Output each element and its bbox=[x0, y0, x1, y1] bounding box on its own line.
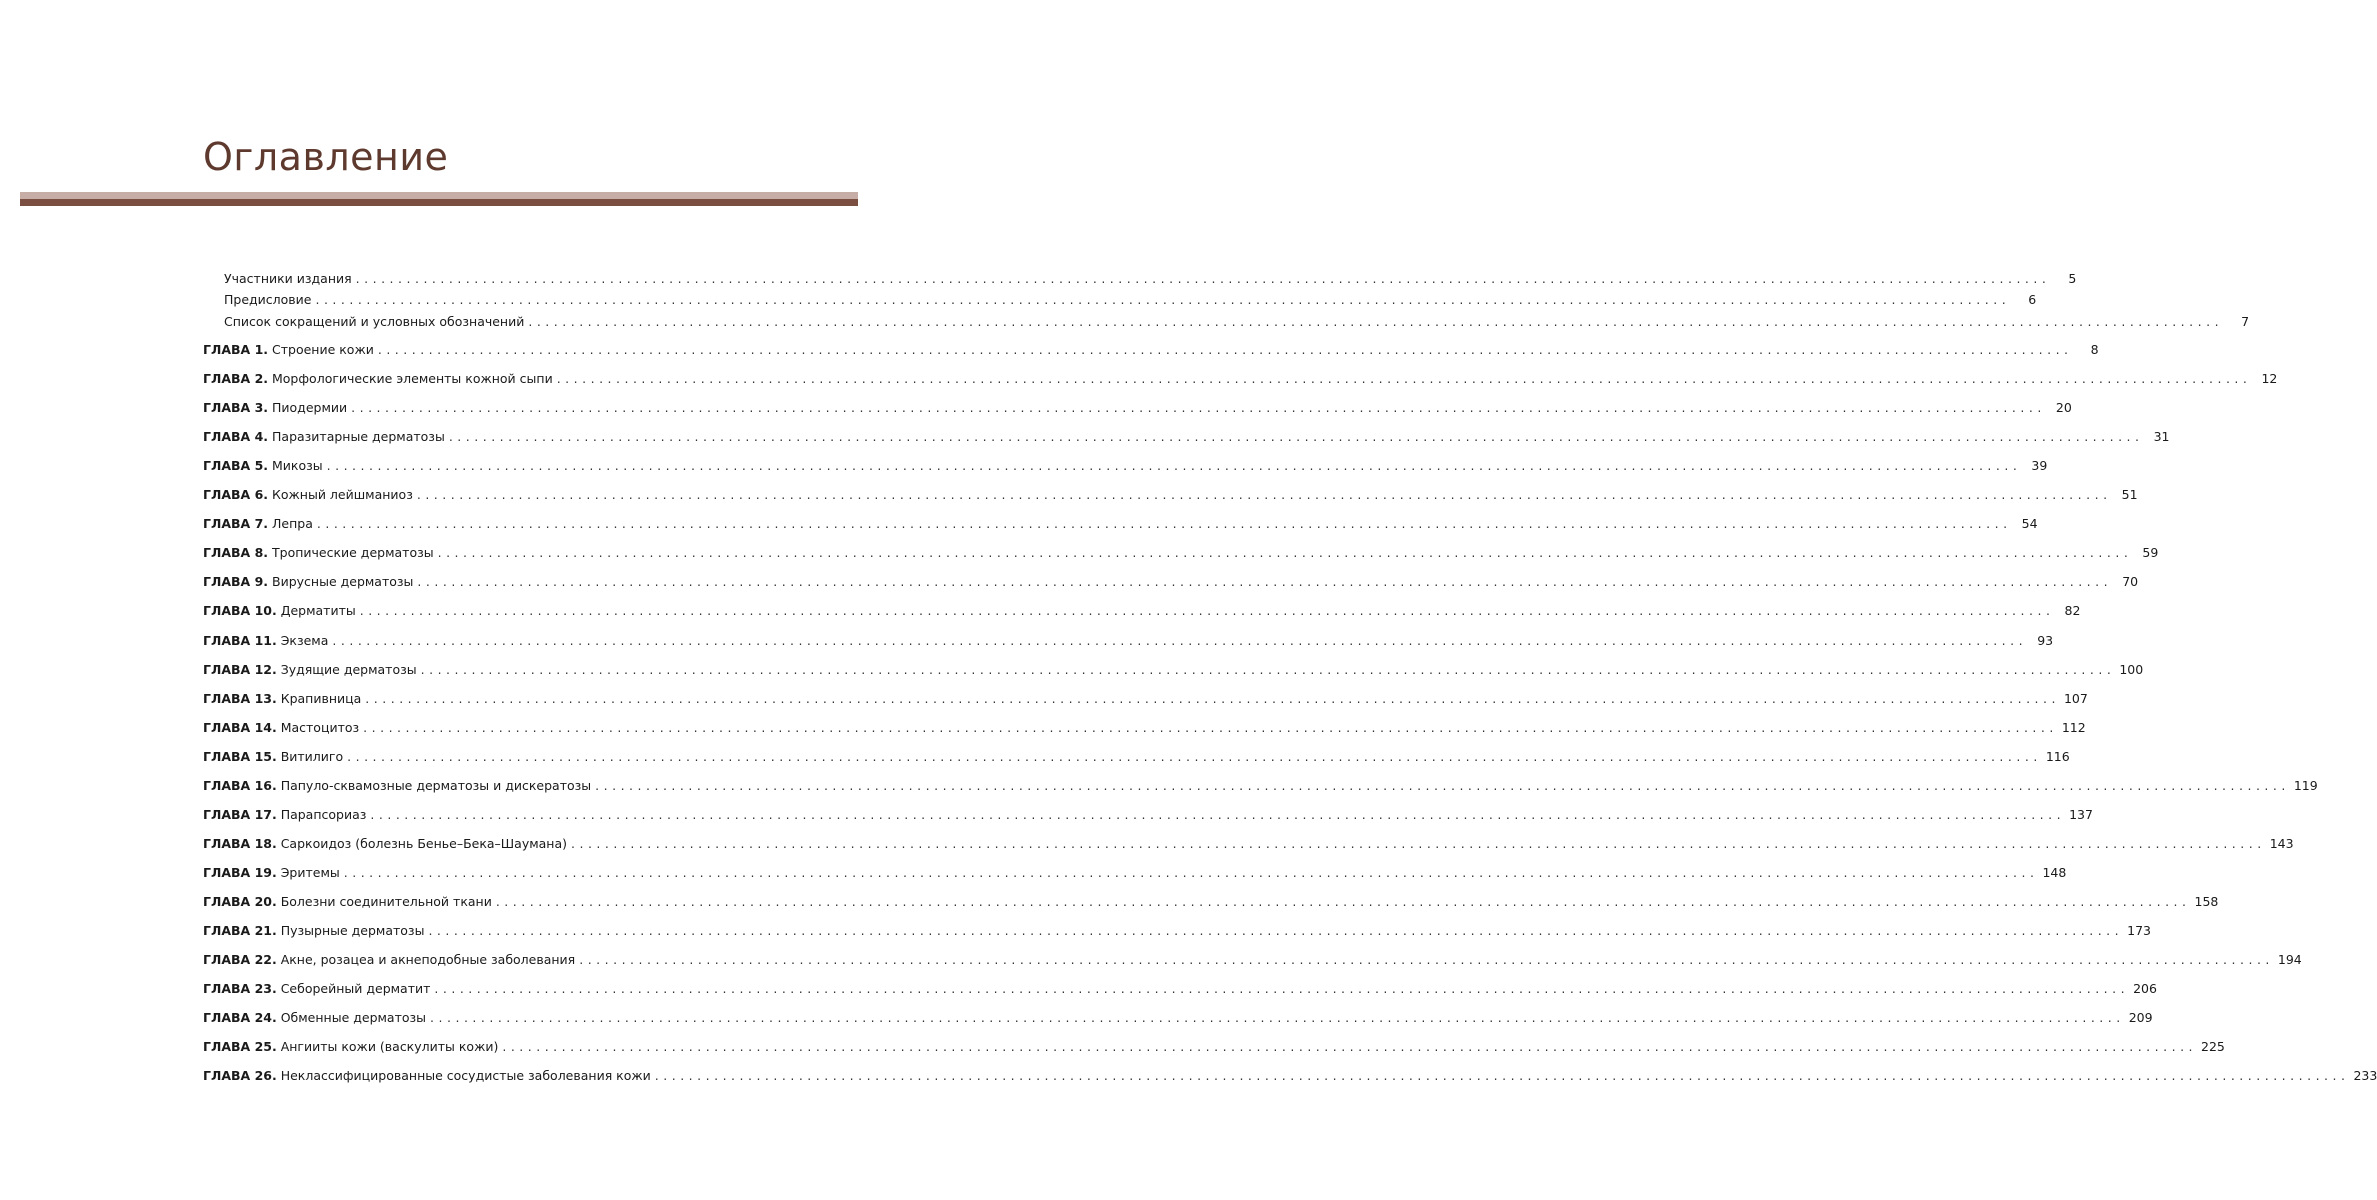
toc-entry-label bbox=[203, 923, 424, 939]
toc-entry-label bbox=[203, 371, 553, 387]
page-number: 12 bbox=[2261, 371, 2278, 387]
toc-entry-label bbox=[203, 1068, 651, 1084]
entry-title: Парапсориаз bbox=[276, 806, 367, 822]
header-rule-dark bbox=[20, 199, 858, 206]
toc-chapter-item[interactable] bbox=[203, 864, 2067, 881]
page-number: 100 bbox=[2119, 661, 2144, 677]
toc-entry-label bbox=[203, 633, 328, 649]
toc-entry-label bbox=[203, 894, 492, 910]
page-number: 39 bbox=[2031, 458, 2048, 474]
page-number: 233 bbox=[2353, 1068, 2377, 1084]
toc-entry-label bbox=[203, 749, 343, 765]
toc-chapter-item[interactable] bbox=[203, 690, 2088, 707]
entry-title: Морфологические элементы кожной сыпи bbox=[268, 371, 553, 387]
dot-leader: ........................................................................................................................................................................................................ bbox=[448, 429, 2144, 445]
chapter-number: ГЛАВА 17. bbox=[203, 806, 277, 822]
toc-front-item[interactable] bbox=[224, 314, 2250, 330]
chapter-number: ГЛАВА 5. bbox=[203, 458, 269, 474]
chapter-number: ГЛАВА 10. bbox=[203, 603, 277, 619]
dot-leader: ........................................................................................................................................................................................................ bbox=[579, 952, 2274, 968]
page-number: 148 bbox=[2042, 864, 2067, 880]
dot-leader: ........................................................................................................................................................................................................ bbox=[365, 690, 2060, 706]
chapter-number: ГЛАВА 25. bbox=[203, 1039, 277, 1055]
toc-entry-label bbox=[203, 865, 340, 881]
chapter-number: ГЛАВА 7. bbox=[203, 516, 269, 532]
page-number: 6 bbox=[2028, 292, 2037, 307]
chapter-number: ГЛАВА 4. bbox=[203, 429, 269, 445]
entry-title: Витилиго bbox=[276, 748, 344, 764]
dot-leader: ........................................................................................................................................................................................................ bbox=[437, 545, 2133, 561]
entry-title: Себорейный дерматит bbox=[276, 981, 431, 997]
page-number: 51 bbox=[2121, 487, 2138, 503]
page-number: 20 bbox=[2055, 400, 2072, 416]
chapter-number: ГЛАВА 26. bbox=[203, 1068, 277, 1084]
page-number: 137 bbox=[2069, 806, 2093, 822]
toc-chapter-item[interactable] bbox=[203, 923, 2151, 939]
chapter-number: ГЛАВА 11. bbox=[203, 632, 277, 648]
dot-leader: ........................................................................................................................................................................................................ bbox=[377, 342, 2073, 357]
chapter-number: ГЛАВА 16. bbox=[203, 777, 277, 793]
chapter-number: ГЛАВА 2. bbox=[203, 371, 269, 387]
entry-title: Обменные дерматозы bbox=[276, 1010, 427, 1026]
page-number: 59 bbox=[2142, 545, 2159, 561]
page-number: 70 bbox=[2122, 574, 2139, 590]
dot-leader: ........................................................................................................................................................................................................ bbox=[370, 806, 2066, 822]
entry-title: Пузырные дерматозы bbox=[276, 923, 425, 938]
page-number: 7 bbox=[2241, 314, 2250, 329]
toc-entry-label bbox=[224, 292, 311, 308]
toc-front-item[interactable] bbox=[224, 271, 2077, 287]
toc-entry-label bbox=[203, 458, 323, 474]
dot-leader: ........................................................................................................................................................................................................ bbox=[417, 574, 2113, 590]
entry-title: Вирусные дерматозы bbox=[268, 574, 414, 590]
page-title: Оглавление bbox=[203, 135, 449, 179]
dot-leader: ........................................................................................................................................................................................................ bbox=[430, 1010, 2125, 1026]
toc-chapter-item[interactable] bbox=[203, 1068, 2377, 1084]
toc-chapter-item[interactable] bbox=[203, 371, 2278, 387]
chapter-number: ГЛАВА 12. bbox=[203, 661, 277, 677]
page-number: 206 bbox=[2133, 981, 2157, 997]
entry-title: Предисловие bbox=[224, 292, 312, 307]
toc-entry-label bbox=[224, 314, 524, 330]
toc-entry-label bbox=[203, 691, 361, 707]
toc-chapter-item[interactable] bbox=[203, 487, 2138, 503]
chapter-number: ГЛАВА 15. bbox=[203, 748, 277, 764]
toc-chapter-item[interactable] bbox=[203, 981, 2157, 997]
entry-title: Ангииты кожи (васкулиты кожи) bbox=[276, 1039, 499, 1055]
page-number: 143 bbox=[2269, 835, 2294, 851]
page-number: 82 bbox=[2064, 603, 2081, 619]
toc-entry-label bbox=[224, 271, 352, 287]
toc-entry-label bbox=[203, 487, 413, 503]
chapter-number: ГЛАВА 13. bbox=[203, 690, 277, 706]
entry-title: Эритемы bbox=[276, 864, 340, 880]
chapter-number: ГЛАВА 14. bbox=[203, 719, 277, 735]
entry-title: Список сокращений и условных обозначений bbox=[224, 314, 525, 329]
page-number: 119 bbox=[2293, 777, 2318, 793]
entry-title: Микозы bbox=[268, 458, 323, 474]
chapter-number: ГЛАВА 8. bbox=[203, 545, 269, 561]
dot-leader: ........................................................................................................................................................................................................ bbox=[595, 777, 2290, 793]
toc-entry-label bbox=[203, 603, 356, 619]
entry-title: Болезни соединительной ткани bbox=[276, 893, 492, 909]
page-number: 5 bbox=[2068, 271, 2077, 286]
entry-title: Неклассифицированные сосудистые заболевания кожи bbox=[276, 1068, 651, 1084]
toc-entry-label bbox=[203, 720, 359, 736]
toc-chapter-item[interactable] bbox=[203, 516, 2038, 532]
entry-title: Акне, розацеа и акнеподобные заболевания bbox=[276, 952, 576, 968]
entry-title: Пиодермии bbox=[268, 400, 348, 416]
toc-chapter-item[interactable] bbox=[203, 603, 2081, 619]
toc-entry-label bbox=[203, 836, 567, 852]
toc-chapter-item[interactable] bbox=[203, 632, 2054, 649]
chapter-number: ГЛАВА 22. bbox=[203, 952, 277, 968]
dot-leader: ........................................................................................................................................................................................................ bbox=[654, 1068, 2350, 1084]
entry-title: Папуло-сквамозные дерматозы и дискератозы bbox=[276, 777, 592, 793]
toc-chapter-item[interactable] bbox=[203, 1010, 2153, 1026]
dot-leader: ........................................................................................................................................................................................................ bbox=[528, 314, 2224, 329]
toc-entry-label bbox=[203, 778, 591, 794]
page-number: 8 bbox=[2090, 342, 2099, 357]
chapter-number: ГЛАВА 18. bbox=[203, 835, 277, 851]
toc-entry-label bbox=[203, 429, 445, 445]
dot-leader: ........................................................................................................................................................................................................ bbox=[332, 632, 2028, 648]
entry-title: Лепра bbox=[268, 516, 313, 532]
toc-chapter-item[interactable] bbox=[203, 806, 2093, 823]
page-number: 158 bbox=[2194, 893, 2219, 909]
entry-title: Строение кожи bbox=[268, 342, 374, 357]
dot-leader: ........................................................................................................................................................................................................ bbox=[571, 835, 2266, 851]
entry-title: Дерматиты bbox=[276, 603, 356, 619]
toc-chapter-item[interactable] bbox=[203, 893, 2219, 910]
chapter-number: ГЛАВА 1. bbox=[203, 342, 269, 357]
dot-leader: ........................................................................................................................................................................................................ bbox=[351, 400, 2046, 416]
toc-chapter-item[interactable] bbox=[203, 400, 2072, 416]
toc-entry-label bbox=[203, 662, 417, 678]
dot-leader: ........................................................................................................................................................................................................ bbox=[347, 748, 2042, 764]
toc-chapter-item[interactable] bbox=[203, 429, 2170, 445]
page-number: 225 bbox=[2201, 1039, 2225, 1055]
entry-title: Экзема bbox=[276, 632, 329, 648]
page-number: 54 bbox=[2021, 516, 2038, 532]
chapter-number: ГЛАВА 9. bbox=[203, 574, 269, 590]
toc-entry-label bbox=[203, 981, 430, 997]
page-number: 173 bbox=[2127, 923, 2151, 938]
dot-leader: ........................................................................................................................................................................................................ bbox=[355, 271, 2051, 286]
dot-leader: ........................................................................................................................................................................................................ bbox=[434, 981, 2130, 997]
toc-chapter-item[interactable] bbox=[203, 661, 2144, 678]
dot-leader: ........................................................................................................................................................................................................ bbox=[316, 516, 2012, 532]
toc-chapter-item[interactable] bbox=[203, 574, 2139, 590]
entry-title: Крапивница bbox=[276, 690, 362, 706]
page-number: 93 bbox=[2037, 632, 2054, 648]
chapter-number: ГЛАВА 21. bbox=[203, 923, 277, 938]
entry-title: Кожный лейшманиоз bbox=[268, 487, 413, 503]
entry-title: Мастоцитоз bbox=[276, 719, 360, 735]
dot-leader: ........................................................................................................................................................................................................ bbox=[502, 1039, 2198, 1055]
entry-title: Участники издания bbox=[224, 271, 352, 286]
chapter-number: ГЛАВА 19. bbox=[203, 864, 277, 880]
toc-chapter-item[interactable] bbox=[203, 1039, 2225, 1055]
dot-leader: ........................................................................................................................................................................................................ bbox=[428, 923, 2124, 938]
entry-title: Саркоидоз (болезнь Бенье–Бека–Шаумана) bbox=[276, 835, 568, 851]
toc-entry-label bbox=[203, 342, 374, 358]
toc-chapter-item[interactable] bbox=[203, 458, 2048, 474]
page-number: 116 bbox=[2045, 748, 2070, 764]
page-number: 31 bbox=[2153, 429, 2170, 445]
dot-leader: ........................................................................................................................................................................................................ bbox=[326, 458, 2022, 474]
toc-entry-label bbox=[203, 952, 575, 968]
dot-leader: ........................................................................................................................................................................................................ bbox=[363, 719, 2058, 735]
dot-leader: ........................................................................................................................................................................................................ bbox=[420, 661, 2116, 677]
toc-chapter-item[interactable] bbox=[203, 545, 2159, 561]
page-number: 112 bbox=[2061, 719, 2086, 735]
toc-entry-label bbox=[203, 1010, 426, 1026]
page-number: 209 bbox=[2128, 1010, 2153, 1026]
toc-chapter-item[interactable] bbox=[203, 719, 2086, 736]
toc-entry-label bbox=[203, 807, 366, 823]
entry-title: Паразитарные дерматозы bbox=[268, 429, 445, 445]
dot-leader: ........................................................................................................................................................................................................ bbox=[416, 487, 2112, 503]
toc-chapter-item[interactable] bbox=[203, 777, 2318, 794]
entry-title: Зудящие дерматозы bbox=[276, 661, 417, 677]
toc-front-item[interactable] bbox=[224, 292, 2037, 308]
entry-title: Тропические дерматозы bbox=[268, 545, 434, 561]
toc-entry-label bbox=[203, 400, 347, 416]
toc-entry-label bbox=[203, 574, 413, 590]
toc-chapter-item[interactable] bbox=[203, 748, 2070, 765]
toc-entry-label bbox=[203, 516, 313, 532]
dot-leader: ........................................................................................................................................................................................................ bbox=[359, 603, 2055, 619]
page-number: 194 bbox=[2277, 952, 2302, 968]
header-rule-light bbox=[20, 192, 858, 199]
chapter-number: ГЛАВА 24. bbox=[203, 1010, 277, 1026]
dot-leader: ........................................................................................................................................................................................................ bbox=[495, 893, 2191, 909]
toc-chapter-item[interactable] bbox=[203, 952, 2302, 968]
toc-chapter-item[interactable] bbox=[203, 342, 2099, 358]
toc-chapter-item[interactable] bbox=[203, 835, 2294, 852]
dot-leader: ........................................................................................................................................................................................................ bbox=[343, 864, 2039, 880]
chapter-number: ГЛАВА 3. bbox=[203, 400, 269, 416]
chapter-number: ГЛАВА 6. bbox=[203, 487, 269, 503]
toc-entry-label bbox=[203, 1039, 498, 1055]
chapter-number: ГЛАВА 23. bbox=[203, 981, 277, 997]
chapter-number: ГЛАВА 20. bbox=[203, 893, 277, 909]
dot-leader: ........................................................................................................................................................................................................ bbox=[556, 371, 2252, 387]
dot-leader: ........................................................................................................................................................................................................ bbox=[315, 292, 2011, 307]
toc-entry-label bbox=[203, 545, 434, 561]
page-number: 107 bbox=[2063, 690, 2088, 706]
